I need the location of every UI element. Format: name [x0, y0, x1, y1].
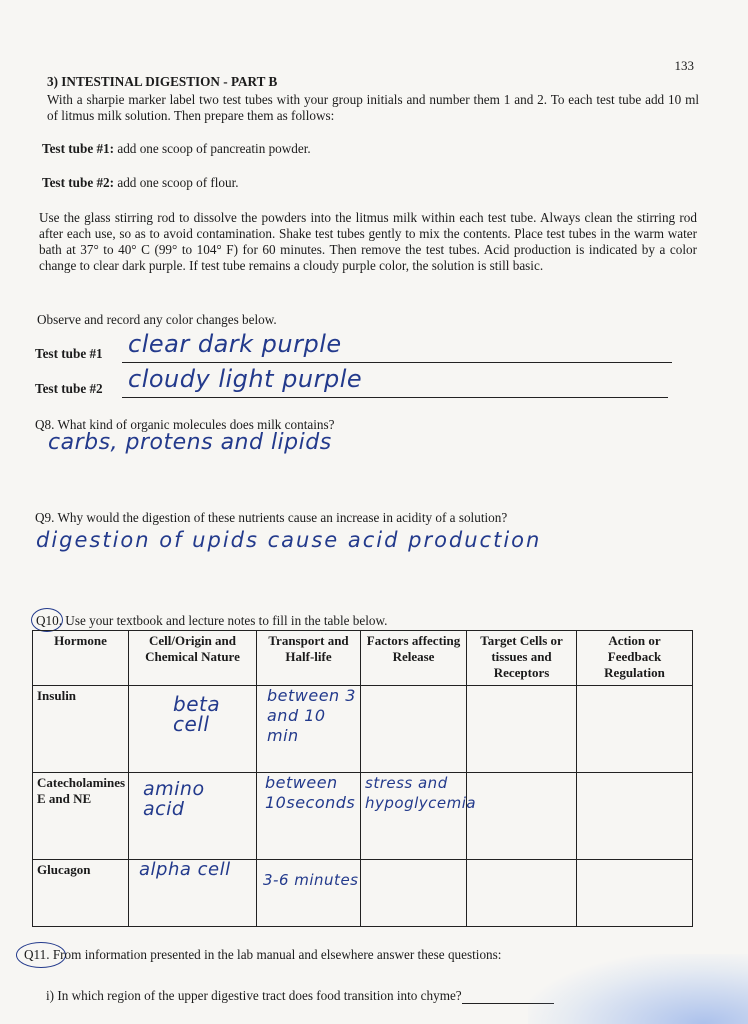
cell-origin	[129, 860, 257, 927]
transport-answer: 3-6 minutes	[263, 871, 359, 889]
cell-origin-answer: alpha cell	[139, 859, 231, 880]
question-8: Q8. What kind of organic molecules does milk contains?	[35, 417, 335, 432]
q8-answer: carbs, protens and lipids	[48, 430, 332, 455]
table-header-row	[33, 631, 693, 686]
observe-instruction: Observe and record any color changes below.	[37, 312, 277, 327]
header-cell-origin: Cell/Origin and Chemical Nature	[129, 631, 257, 686]
procedure-paragraph: Use the glass stirring rod to dissolve the powders into the litmus milk within each test tube. Always clean the stirring rod after each use, so as to avoid contamination. Shake test tubes gently to mix the contents. Place test tubes in the warm water bath at 37° to 40° C (99° to 104° F) for 60 minutes. Then remove the test tubes. Acid production is indicated by a color change to clear dark purple. If test tube remains a cloudy purple color, the solution is still basic.	[39, 210, 697, 273]
header-factors: Factors affecting Release	[361, 631, 467, 686]
action	[577, 860, 693, 927]
header-transport: Transport and Half-life	[257, 631, 361, 686]
tube1-instruction-text: add one scoop of pancreatin powder.	[114, 141, 311, 156]
factors	[361, 773, 477, 860]
obs1-answer-line	[122, 330, 672, 363]
cell-origin	[129, 686, 257, 773]
hormone-name: Glucagon	[33, 860, 129, 927]
tube1-instruction	[42, 141, 311, 157]
blue-ink-smudge	[528, 954, 748, 1024]
hormone-name: Catecholamines E and NE	[33, 773, 129, 860]
tube1-instruction-label: Test tube #1:	[42, 141, 115, 156]
q9-answer: digestion of upids cause acid production	[36, 528, 542, 552]
action	[577, 686, 693, 773]
header-hormone: Hormone	[33, 631, 129, 686]
question-11: Q11. From information presented in the lab manual and elsewhere answer these questions:	[24, 947, 502, 962]
cell-origin-answer: beta cell	[173, 692, 221, 736]
section-title: 3) INTESTINAL DIGESTION - PART B	[47, 74, 278, 89]
header-target: Target Cells or tissues and Receptors	[467, 631, 577, 686]
cell-origin-answer: amino acid	[143, 778, 205, 820]
page-number: 133	[674, 58, 694, 73]
intro-paragraph: With a sharpie marker label two test tubes with your group initials and number them 1 and 2. To each test tube add 10 ml of litmus milk solution. Then prepare them as follows:	[47, 92, 699, 123]
target	[467, 686, 577, 773]
question-11-i	[46, 988, 554, 1004]
tube2-instruction-text: add one scoop of flour.	[114, 175, 239, 190]
table-row	[33, 686, 693, 773]
transport-answer: between 3 and 10 min	[267, 686, 356, 745]
header-action: Action or Feedback Regulation	[577, 631, 693, 686]
tube2-instruction	[42, 175, 239, 191]
transport	[257, 773, 361, 860]
hormone-table	[32, 630, 693, 927]
action	[577, 773, 693, 860]
factors	[361, 686, 467, 773]
obs2-answer-line	[122, 365, 668, 398]
factors	[361, 860, 467, 927]
table-row	[33, 860, 693, 927]
transport-answer: between 10seconds	[265, 773, 356, 812]
cell-origin	[129, 773, 257, 860]
obs1-label: Test tube #1	[35, 346, 103, 361]
hormone-name: Insulin	[33, 686, 129, 773]
question-10: Q10. Use your textbook and lecture notes to fill in the table below.	[36, 613, 388, 628]
obs2-answer: cloudy light purple	[128, 365, 363, 393]
question-9: Q9. Why would the digestion of these nutrients cause an increase in acidity of a solution?	[35, 510, 508, 525]
question-11-i-text: i) In which region of the upper digestive tract does food transition into chyme?	[46, 988, 462, 1003]
table-row	[33, 773, 693, 860]
tube2-instruction-label: Test tube #2:	[42, 175, 115, 190]
transport	[257, 686, 361, 773]
factors-answer: stress and hypoglycemia	[365, 774, 477, 812]
obs2-label: Test tube #2	[35, 381, 103, 396]
target	[467, 773, 577, 860]
transport	[257, 860, 361, 927]
obs1-answer: clear dark purple	[128, 330, 342, 358]
target	[467, 860, 577, 927]
